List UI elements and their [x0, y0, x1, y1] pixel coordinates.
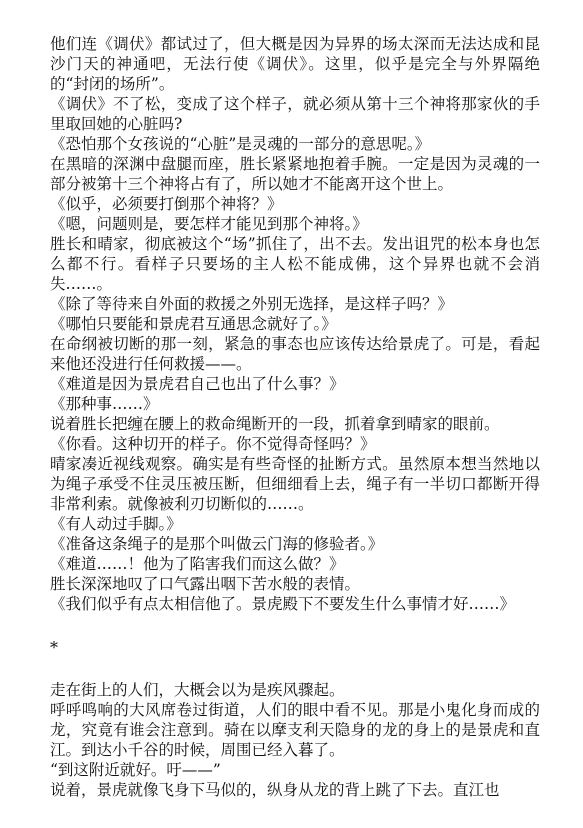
paragraph: 晴家凑近视线观察。确实是有些奇怪的扯断方式。虽然原本想当然地以为绳子承受不住灵压被压断，但细细看上去，绳子有一半切口都断开得非常利索。就像被利刃切断似的……。: [50, 455, 540, 513]
paragraph: 说着胜长把缠在腰上的救命绳断开的一段，抓着拿到晴家的眼前。: [50, 415, 500, 433]
paragraph: 《你看。这种切开的样子。你不觉得奇怪吗？》: [50, 435, 376, 453]
paragraph: 《似乎，必须要打倒那个神将？》: [50, 195, 283, 213]
paragraph: 走在街上的人们，大概会以为是疾风骤起。: [50, 681, 345, 699]
paragraph: 《我们似乎有点太相信他了。景虎殿下不要发生什么事情才好……》: [50, 595, 516, 613]
text-block-top: [50, 34, 540, 614]
paragraph: 《难道……！他为了陷害我们而这么做？》: [50, 555, 345, 573]
paragraph: 《嗯，问题则是，要怎样才能见到那个神将。》: [50, 215, 368, 233]
paragraph: 胜长深深地叹了口气露出咽下苦水般的表情。: [50, 575, 361, 593]
paragraph: 《哪怕只要能和景虎君互通思念就好了。》: [50, 315, 337, 333]
paragraph: 在黑暗的深渊中盘腿而座，胜长紧紧地抱着手腕。一定是因为灵魂的一部分被第十三个神将占有了，所以她才不能离开这个世上。: [50, 155, 540, 193]
text-block-bottom: [50, 680, 540, 800]
paragraph: 在命纲被切断的那一刻，紧急的事态也应该传达给景虎了。可是，看起来他还没进行任何救援——。: [50, 335, 540, 373]
paragraph: 《难道是因为景虎君自己也出了什么事？》: [50, 375, 345, 393]
paragraph: 胜长和晴家，彻底被这个“场”抓住了，出不去。发出诅咒的松本身也怎么都不行。看样子只要场的主人松不能成佛，这个异界也就不会消失……。: [50, 235, 540, 293]
paragraph: 呼呼鸣响的大风席卷过街道，人们的眼中看不见。那是小鬼化身而成的龙，究竟有谁会注意到。骑在以摩支利天隐身的龙的身上的是景虎和直江。到达小千谷的时候，周围已经入暮了。: [50, 701, 540, 759]
paragraph: 他们连《调伏》都试过了，但大概是因为异界的场太深而无法达成和昆沙门天的神通吧，无法行使《调伏》。这里，似乎是完全与外界隔绝的“封闭的场所”。: [50, 35, 540, 93]
section-separator: *: [50, 638, 58, 657]
paragraph: 《有人动过手脚。》: [50, 515, 182, 533]
paragraph: 《恐怕那个女孩说的“心脏”是灵魂的一部分的意思呢。》: [50, 135, 431, 153]
document-page: [50, 34, 540, 800]
paragraph: 《那种事……》: [50, 395, 159, 413]
paragraph: 《除了等待来自外面的救援之外别无选择，是这样子吗？》: [50, 295, 454, 313]
paragraph: 《准备这条绳子的是那个叫做云门海的修验者。》: [50, 535, 384, 553]
paragraph: 《调伏》不了松，变成了这个样子，就必须从第十三个神将那家伙的手里取回她的心脏吗?: [50, 95, 540, 133]
paragraph: “到这附近就好。吁——”: [50, 761, 221, 779]
paragraph: 说着，景虎就像飞身下马似的，纵身从龙的背上跳了下去。直江也: [50, 781, 500, 799]
